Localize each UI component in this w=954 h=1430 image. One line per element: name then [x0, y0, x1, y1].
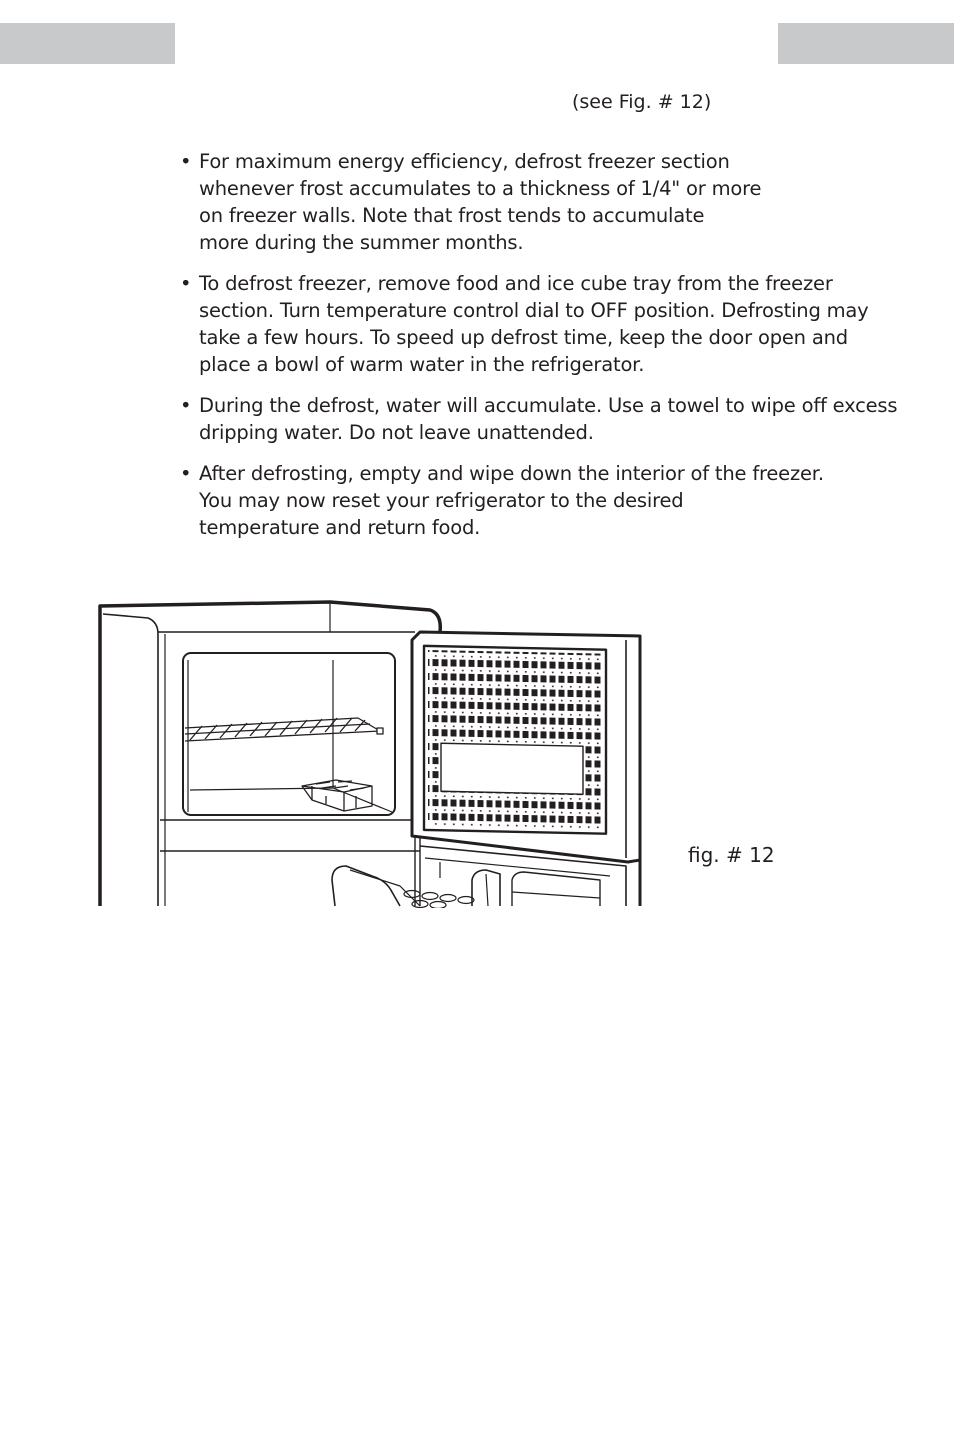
- freezer-compartment: [183, 653, 395, 815]
- instruction-list: [180, 148, 898, 555]
- instruction-line: on freezer walls. Note that frost tends to accumulate: [199, 204, 705, 227]
- instruction-line: more during the summer months.: [199, 231, 524, 254]
- header-tab-right: [778, 23, 954, 64]
- instruction-line: whenever frost accumulates to a thickness of 1/4" or more: [199, 177, 762, 200]
- instruction-item: [180, 270, 880, 378]
- bullet-icon: •: [180, 394, 192, 417]
- instruction-line: After defrosting, empty and wipe down the interior of the freezer.: [199, 462, 824, 485]
- bullet-icon: •: [180, 462, 192, 485]
- instruction-item: [180, 148, 880, 256]
- instruction-line: dripping water. Do not leave unattended.: [199, 421, 594, 444]
- instruction-line: place a bowl of warm water in the refrigerator.: [199, 353, 645, 376]
- wire-shelf: [185, 718, 383, 741]
- instruction-line: You may now reset your refrigerator to the desired: [199, 489, 684, 512]
- instruction-line: take a few hours. To speed up defrost time, keep the door open and: [199, 326, 848, 349]
- cabinet-outline: [100, 602, 440, 906]
- instruction-item: [180, 460, 880, 541]
- header-tab-left: [0, 23, 175, 64]
- fig-reference: (see Fig. # 12): [572, 91, 712, 113]
- bullet-icon: •: [180, 150, 192, 173]
- refrigerator-illustration: [96, 598, 644, 908]
- instruction-line: To defrost freezer, remove food and ice cube tray from the freezer: [199, 272, 833, 295]
- instruction-line: temperature and return food.: [199, 516, 481, 539]
- ice-cube-tray: [302, 780, 372, 811]
- door-shelf-slot: [441, 743, 583, 794]
- figure-caption: fig. # 12: [688, 843, 775, 867]
- cabinet-top-inner: [103, 614, 158, 906]
- instruction-line: section. Turn temperature control dial to OFF position. Defrosting may: [199, 299, 869, 322]
- instruction-item: [180, 392, 898, 446]
- instruction-line: For maximum energy efficiency, defrost freezer section: [199, 150, 730, 173]
- egg-holder: [332, 866, 400, 906]
- instruction-line: During the defrost, water will accumulate. Use a towel to wipe off excess: [199, 394, 898, 417]
- bullet-icon: •: [180, 272, 192, 295]
